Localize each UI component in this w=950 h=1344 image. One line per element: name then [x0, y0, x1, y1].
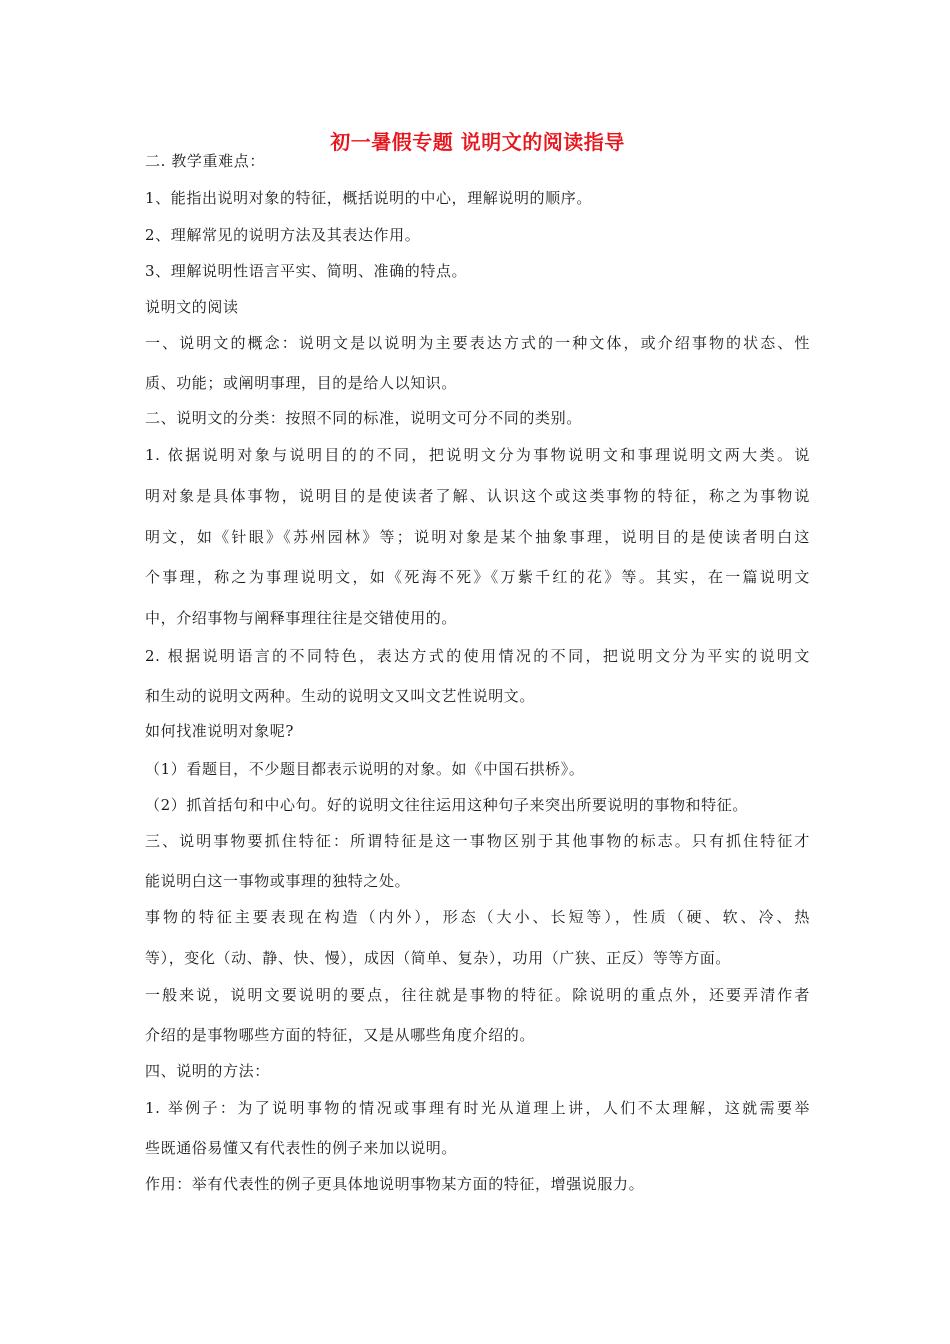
text-line-10: 明对象是具体事物，说明目的是使读者了解、认识这个或这类事物的特征，称之为事物说 [145, 487, 810, 505]
text-line-28: 作用：举有代表性的例子更具体地说明事物某方面的特征，增强说服力。 [145, 1175, 645, 1193]
text-line-11: 明文，如《针眼》《苏州园林》等；说明对象是某个抽象事理，说明目的是使读者明白这 [145, 528, 810, 546]
text-line-21: 事物的特征主要表现在构造（内外），形态（大小、长短等），性质（硬、软、冷、热 [145, 908, 810, 926]
text-line-1: 二. 教学重难点： [145, 152, 265, 170]
text-line-20: 能说明白这一事物或事理的独特之处。 [145, 872, 411, 890]
text-line-22: 等），变化（动、静、快、慢），成因（简单、复杂），功用（广狭、正反）等等方面。 [145, 949, 731, 967]
text-line-6: 一、说明文的概念：说明文是以说明为主要表达方式的一种文体，或介绍事物的状态、性 [145, 334, 810, 352]
text-line-16: 如何找准说明对象呢? [145, 722, 295, 740]
text-line-18: （2）抓首括句和中心句。好的说明文往往运用这种句子来突出所要说明的事物和特征。 [145, 796, 748, 814]
text-line-23: 一般来说，说明文要说明的要点，往往就是事物的特征。除说明的重点外，还要弄清作者 [145, 986, 810, 1004]
document-title: 初一暑假专题 说明文的阅读指导 [330, 130, 625, 154]
text-line-9: 1. 依据说明对象与说明目的的不同，把说明文分为事物说明文和事理说明文两大类。说 [145, 446, 810, 464]
text-line-15: 和生动的说明文两种。生动的说明文又叫文艺性说明文。 [145, 687, 536, 705]
text-line-24: 介绍的是事物哪些方面的特征，又是从哪些角度介绍的。 [145, 1026, 536, 1044]
text-line-25: 四、说明的方法： [145, 1062, 270, 1080]
text-line-7: 质、功能；或阐明事理，目的是给人以知识。 [145, 374, 458, 392]
text-line-13: 中，介绍事物与阐释事理往往是交错使用的。 [145, 609, 458, 627]
text-line-19: 三、说明事物要抓住特征：所谓特征是这一事物区别于其他事物的标志。只有抓住特征才 [145, 832, 810, 850]
text-line-2: 1、能指出说明对象的特征，概括说明的中心，理解说明的顺序。 [145, 189, 592, 207]
text-line-14: 2. 根据说明语言的不同特色，表达方式的使用情况的不同，把说明文分为平实的说明文 [145, 647, 810, 665]
text-line-5: 说明文的阅读 [145, 298, 239, 316]
text-line-8: 二、说明文的分类：按照不同的标准，说明文可分不同的类别。 [145, 409, 582, 427]
text-line-26: 1. 举例子：为了说明事物的情况或事理有时光从道理上讲，人们不太理解，这就需要举 [145, 1099, 810, 1117]
text-line-27: 些既通俗易懂又有代表性的例子来加以说明。 [145, 1139, 458, 1157]
text-line-4: 3、理解说明性语言平实、简明、准确的特点。 [145, 262, 468, 280]
text-line-12: 个事理，称之为事理说明文，如《死海不死》《万紫千红的花》等。其实，在一篇说明文 [145, 568, 810, 586]
text-line-17: （1）看题目，不少题目都表示说明的对象。如《中国石拱桥》。 [145, 760, 585, 778]
text-line-3: 2、理解常见的说明方法及其表达作用。 [145, 226, 421, 244]
